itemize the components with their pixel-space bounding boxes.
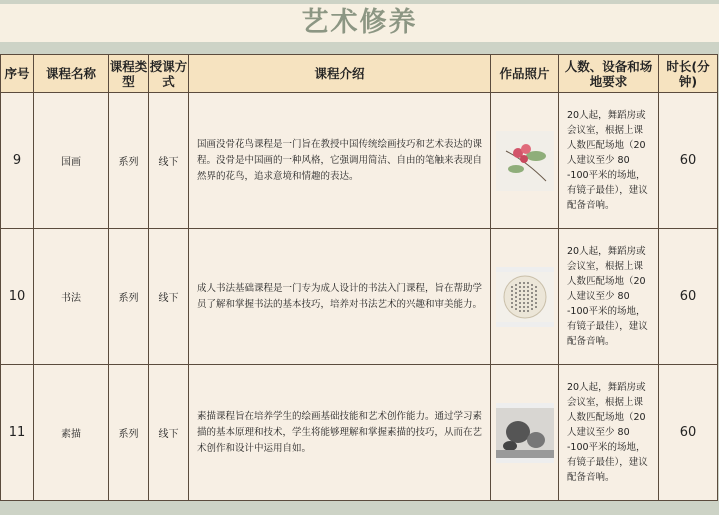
row-no: 10 bbox=[1, 229, 34, 365]
row-photo bbox=[491, 229, 559, 365]
header-req: 人数、设备和场地要求 bbox=[559, 55, 659, 93]
sketch-image bbox=[496, 403, 554, 463]
row-no: 9 bbox=[1, 93, 34, 229]
row-duration: 60 bbox=[659, 365, 718, 501]
row-duration: 60 bbox=[659, 229, 718, 365]
row-req: 20人起，舞蹈房或会议室，根据上课人数匹配场地（20人建议至少 80 -100平米的场地，有镜子最佳），建议配备音响。 bbox=[559, 93, 659, 229]
calligraphy-image bbox=[496, 267, 554, 327]
header-duration: 时长(分钟) bbox=[659, 55, 718, 93]
row-duration: 60 bbox=[659, 93, 718, 229]
row-name: 书法 bbox=[34, 229, 109, 365]
row-no: 11 bbox=[1, 365, 34, 501]
row-name: 素描 bbox=[34, 365, 109, 501]
table-row bbox=[1, 93, 718, 229]
row-mode: 线下 bbox=[149, 93, 189, 229]
course-table bbox=[0, 54, 718, 501]
row-intro: 成人书法基础课程是一门专为成人设计的书法入门课程，旨在帮助学员了解和掌握书法的基本技巧，培养对书法艺术的兴趣和审美能力。 bbox=[189, 229, 491, 365]
header-type: 课程类型 bbox=[109, 55, 149, 93]
row-mode: 线下 bbox=[149, 365, 189, 501]
table-row bbox=[1, 229, 718, 365]
row-photo bbox=[491, 365, 559, 501]
header-mode: 授课方式 bbox=[149, 55, 189, 93]
row-intro: 素描课程旨在培养学生的绘画基础技能和艺术创作能力。通过学习素描的基本原理和技术，学生将能够理解和掌握素描的技巧，从而在艺术创作和设计中运用自如。 bbox=[189, 365, 491, 501]
page-title: 艺术修养 bbox=[0, 4, 719, 42]
row-name: 国画 bbox=[34, 93, 109, 229]
row-photo bbox=[491, 93, 559, 229]
row-mode: 线下 bbox=[149, 229, 189, 365]
table-header bbox=[1, 55, 718, 93]
row-type: 系列 bbox=[109, 229, 149, 365]
row-intro: 国画没骨花鸟课程是一门旨在教授中国传统绘画技巧和艺术表达的课程。没骨是中国画的一种风格，它强调用简洁、自由的笔触来表现自然界的花鸟，追求意境和情趣的表达。 bbox=[189, 93, 491, 229]
header-no: 序号 bbox=[1, 55, 34, 93]
table-row bbox=[1, 365, 718, 501]
row-type: 系列 bbox=[109, 365, 149, 501]
flower-painting-image bbox=[496, 131, 554, 191]
row-req: 20人起，舞蹈房或会议室，根据上课人数匹配场地（20人建议至少 80 -100平米的场地，有镜子最佳），建议配备音响。 bbox=[559, 229, 659, 365]
header-name: 课程名称 bbox=[34, 55, 109, 93]
header-intro: 课程介绍 bbox=[189, 55, 491, 93]
header-photo: 作品照片 bbox=[491, 55, 559, 93]
row-type: 系列 bbox=[109, 93, 149, 229]
row-req: 20人起，舞蹈房或会议室，根据上课人数匹配场地（20人建议至少 80 -100平米的场地，有镜子最佳），建议配备音响。 bbox=[559, 365, 659, 501]
